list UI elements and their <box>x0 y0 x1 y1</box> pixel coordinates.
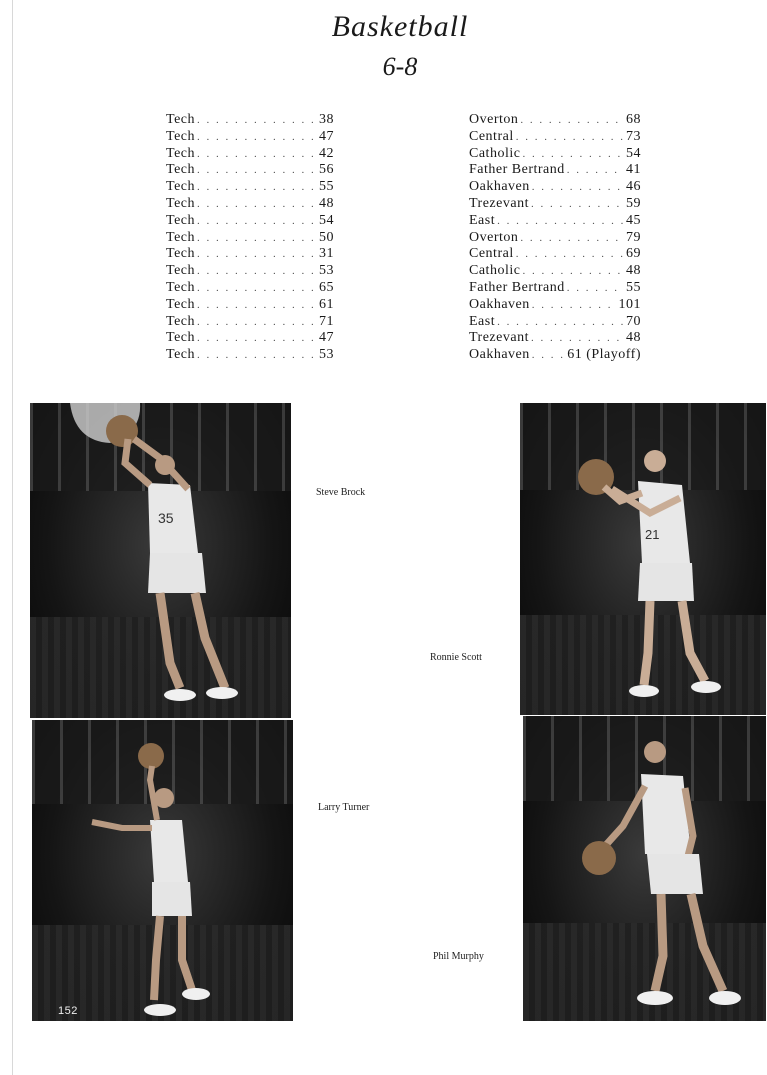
tech-score-row <box>166 297 334 314</box>
team-score: 38 <box>319 112 334 127</box>
tech-score-row <box>166 230 334 247</box>
tech-score-row <box>166 146 334 163</box>
tech-score-row <box>166 213 334 230</box>
opponent-name: Catholic <box>469 263 521 279</box>
leader-dots <box>197 330 317 347</box>
tech-score-row <box>166 112 334 129</box>
page-binding-edge <box>12 0 13 1075</box>
photo-ronnie-scott <box>520 403 766 715</box>
opponent-score: 41 <box>626 162 641 178</box>
leader-dots <box>197 297 317 314</box>
leader-dots <box>197 196 317 213</box>
opponent-score: 73 <box>626 128 641 144</box>
opponent-name: Oakhaven <box>469 347 530 363</box>
opponent-name: Overton <box>469 112 519 127</box>
opponent-score-row <box>469 297 641 314</box>
opponent-name: Trezevant <box>469 195 529 211</box>
team-name: Tech <box>166 112 196 127</box>
team-score: 65 <box>319 279 334 295</box>
opponent-score: 48 <box>626 330 641 346</box>
opponent-score: 55 <box>626 279 641 295</box>
leader-dots <box>197 129 317 146</box>
leader-dots <box>197 280 317 297</box>
opponent-score-row <box>469 330 641 347</box>
opponent-score: 45 <box>626 212 641 228</box>
opponent-name: Trezevant <box>469 330 529 346</box>
team-score: 50 <box>319 229 334 245</box>
season-record: 6-8 <box>382 52 418 81</box>
leader-dots <box>532 347 565 364</box>
team-score: 48 <box>319 195 334 211</box>
player-dribbling-figure <box>523 716 766 1021</box>
team-score: 61 <box>319 296 334 312</box>
team-name: Tech <box>166 229 196 245</box>
team-name: Tech <box>166 263 196 279</box>
opponent-name: Oakhaven <box>469 179 530 195</box>
leader-dots <box>516 129 624 146</box>
tech-score-row <box>166 179 334 196</box>
team-name: Tech <box>166 179 196 195</box>
page-number: 152 <box>58 1005 78 1017</box>
opponent-score: 46 <box>626 179 641 195</box>
opponent-score: 68 <box>626 112 641 127</box>
leader-dots <box>197 162 317 179</box>
team-name: Tech <box>166 246 196 262</box>
leader-dots <box>197 213 317 230</box>
tech-score-row <box>166 330 334 347</box>
tech-score-row <box>166 162 334 179</box>
leader-dots <box>522 263 624 280</box>
team-score: 31 <box>319 246 334 262</box>
team-name: Tech <box>166 330 196 346</box>
photo-steve-brock <box>30 403 291 718</box>
leader-dots <box>197 246 317 263</box>
leader-dots <box>497 213 624 230</box>
opponent-name: Central <box>469 246 514 262</box>
team-score: 54 <box>319 212 334 228</box>
leader-dots <box>532 297 617 314</box>
opponent-score: 59 <box>626 195 641 211</box>
team-name: Tech <box>166 296 196 312</box>
tech-score-row <box>166 263 334 280</box>
opponent-score-row <box>469 129 641 146</box>
tech-score-row <box>166 196 334 213</box>
tech-score-row <box>166 314 334 331</box>
opponent-name: Oakhaven <box>469 296 530 312</box>
opponent-score: 69 <box>626 246 641 262</box>
team-score: 53 <box>319 263 334 279</box>
caption-steve-brock: Steve Brock <box>316 487 366 498</box>
leader-dots <box>197 263 317 280</box>
team-name: Tech <box>166 162 196 178</box>
leader-dots <box>520 112 624 129</box>
caption-larry-turner: Larry Turner <box>318 802 370 813</box>
opponent-score-row <box>469 263 641 280</box>
opponent-score-row <box>469 196 641 213</box>
team-name: Tech <box>166 279 196 295</box>
team-name: Tech <box>166 128 196 144</box>
leader-dots <box>531 330 624 347</box>
leader-dots <box>520 230 624 247</box>
leader-dots <box>531 196 624 213</box>
team-score: 47 <box>319 330 334 346</box>
player-shooting-figure <box>520 403 766 715</box>
player-shooting-figure <box>30 403 291 718</box>
opponent-name: Catholic <box>469 145 521 161</box>
leader-dots <box>522 146 624 163</box>
opponent-scores-column <box>469 112 641 364</box>
team-name: Tech <box>166 195 196 211</box>
photo-phil-murphy <box>523 716 766 1021</box>
leader-dots <box>197 179 317 196</box>
opponent-score-row <box>469 230 641 247</box>
team-score: 53 <box>319 347 334 363</box>
page-title: Basketball <box>331 10 469 43</box>
opponent-name: East <box>469 313 496 329</box>
opponent-score-row <box>469 280 641 297</box>
player-shooting-figure <box>32 720 293 1021</box>
tech-scores-column <box>166 112 334 364</box>
opponent-score: 54 <box>626 145 641 161</box>
tech-score-row <box>166 280 334 297</box>
leader-dots <box>197 146 317 163</box>
tech-score-row <box>166 347 334 364</box>
team-score: 42 <box>319 145 334 161</box>
opponent-score-row <box>469 213 641 230</box>
leader-dots <box>197 230 317 247</box>
opponent-score-row <box>469 112 641 129</box>
leader-dots <box>197 347 317 364</box>
team-name: Tech <box>166 145 196 161</box>
caption-phil-murphy: Phil Murphy <box>433 951 484 962</box>
opponent-name: Central <box>469 128 514 144</box>
team-score: 47 <box>319 128 334 144</box>
leader-dots <box>197 314 317 331</box>
opponent-score-row <box>469 347 641 364</box>
team-score: 55 <box>319 179 334 195</box>
team-name: Tech <box>166 347 196 363</box>
team-score: 56 <box>319 162 334 178</box>
opponent-score-row <box>469 179 641 196</box>
opponent-name: Father Bertrand <box>469 162 565 178</box>
opponent-name: East <box>469 212 496 228</box>
leader-dots <box>567 280 624 297</box>
jersey-number: 35 <box>158 510 174 526</box>
leader-dots <box>516 246 624 263</box>
opponent-score-row <box>469 162 641 179</box>
photo-larry-turner <box>32 720 293 1021</box>
team-score: 71 <box>319 313 334 329</box>
tech-score-row <box>166 129 334 146</box>
opponent-name: Father Bertrand <box>469 279 565 295</box>
jersey-number: 21 <box>645 527 660 542</box>
opponent-name: Overton <box>469 229 519 245</box>
leader-dots <box>497 314 624 331</box>
opponent-score-row <box>469 146 641 163</box>
tech-score-row <box>166 246 334 263</box>
opponent-score: 79 <box>626 229 641 245</box>
leader-dots <box>532 179 624 196</box>
opponent-score: 70 <box>626 313 641 329</box>
caption-ronnie-scott: Ronnie Scott <box>430 652 482 663</box>
opponent-score: 101 <box>618 296 641 312</box>
team-name: Tech <box>166 313 196 329</box>
opponent-score-row <box>469 246 641 263</box>
team-name: Tech <box>166 212 196 228</box>
leader-dots <box>197 112 317 129</box>
leader-dots <box>567 162 624 179</box>
opponent-score: 48 <box>626 263 641 279</box>
opponent-score-row <box>469 314 641 331</box>
opponent-score: 61 (Playoff) <box>567 347 641 363</box>
